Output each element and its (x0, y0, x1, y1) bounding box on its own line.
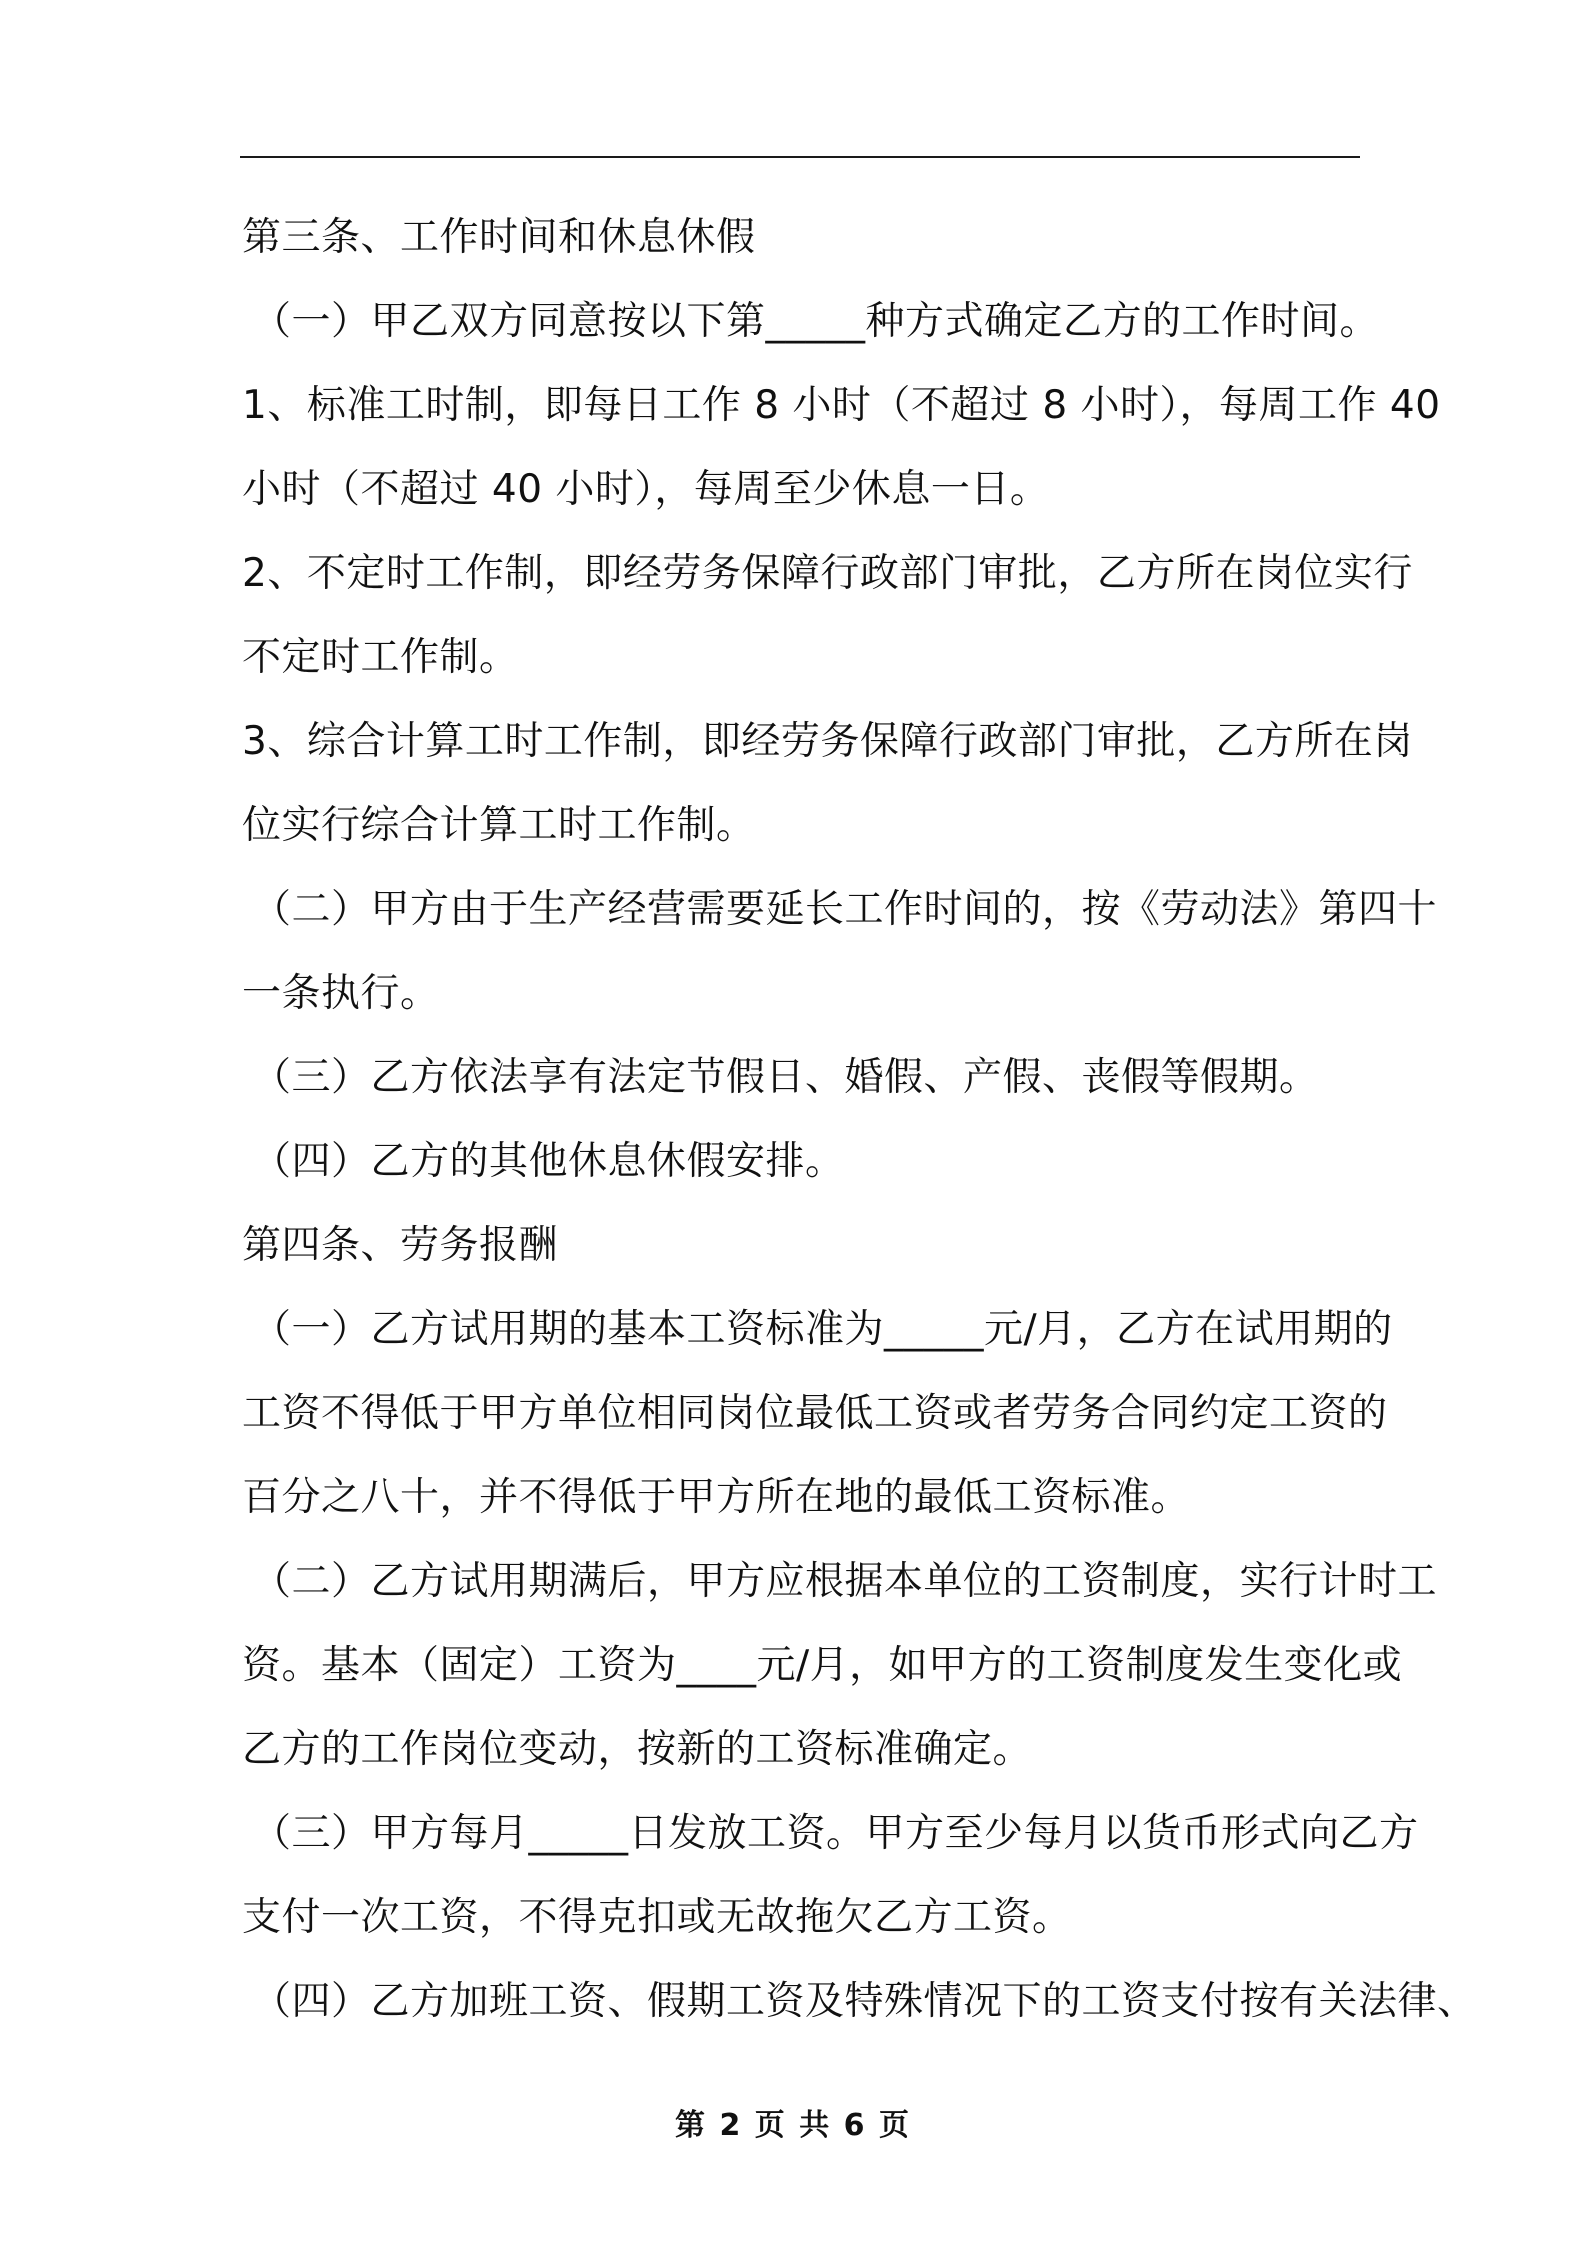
article-3-item-1-line-1: 1、标准工时制，即每日工作 8 小时（不超过 8 小时），每周工作 40 (242, 383, 1441, 428)
header-rule (240, 156, 1360, 158)
article-4-clause-4-line-1: （四）乙方加班工资、假期工资及特殊情况下的工资支付按有关法律、 (252, 1979, 1477, 2024)
article-4-clause-2-line-2: 资。基本（固定）工资为____元/月，如甲方的工资制度发生变化或 (242, 1643, 1403, 1688)
article-3-clause-2-line-1: （二）甲方由于生产经营需要延长工作时间的，按《劳动法》第四十 (252, 887, 1438, 932)
article-3-item-1-line-2: 小时（不超过 40 小时），每周至少休息一日。 (242, 467, 1050, 512)
article-3-item-3-line-2: 位实行综合计算工时工作制。 (242, 803, 756, 848)
article-4-clause-1-line-2: 工资不得低于甲方单位相同岗位最低工资或者劳务合同约定工资的 (242, 1391, 1388, 1436)
article-4-clause-1-line-1: （一）乙方试用期的基本工资标准为_____元/月，乙方在试用期的 (252, 1307, 1393, 1352)
article-4-heading: 第四条、劳务报酬 (242, 1223, 559, 1268)
article-4-clause-2-line-1: （二）乙方试用期满后，甲方应根据本单位的工资制度，实行计时工 (252, 1559, 1438, 1604)
article-3-clause-2-line-2: 一条执行。 (242, 971, 440, 1016)
article-3-clause-3: （三）乙方依法享有法定节假日、婚假、产假、丧假等假期。 (252, 1055, 1319, 1100)
article-3-clause-1: （一）甲乙双方同意按以下第_____种方式确定乙方的工作时间。 (252, 299, 1380, 344)
article-3-heading: 第三条、工作时间和休息休假 (242, 215, 756, 260)
article-4-clause-3-line-1: （三）甲方每月_____日发放工资。甲方至少每月以货币形式向乙方 (252, 1811, 1419, 1856)
article-3-item-2-line-1: 2、不定时工作制，即经劳务保障行政部门审批，乙方所在岗位实行 (242, 551, 1413, 596)
article-4-clause-1-line-3: 百分之八十，并不得低于甲方所在地的最低工资标准。 (242, 1475, 1191, 1520)
article-4-clause-2-line-3: 乙方的工作岗位变动，按新的工资标准确定。 (242, 1727, 1033, 1772)
page-number: 第 2 页 共 6 页 (675, 2108, 911, 2143)
article-3-item-3-line-1: 3、综合计算工时工作制，即经劳务保障行政部门审批，乙方所在岗 (242, 719, 1413, 764)
article-4-clause-3-line-2: 支付一次工资，不得克扣或无故拖欠乙方工资。 (242, 1895, 1072, 1940)
document-body (242, 196, 1477, 2044)
article-3-item-2-line-2: 不定时工作制。 (242, 635, 519, 680)
article-3-clause-4: （四）乙方的其他休息休假安排。 (252, 1139, 845, 1184)
